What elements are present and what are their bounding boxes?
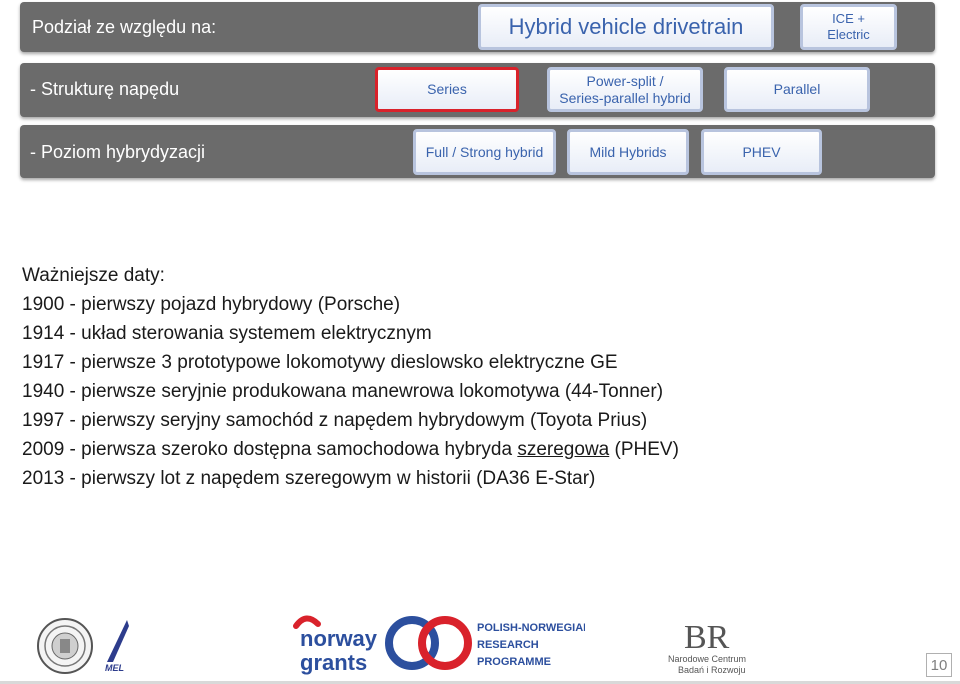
parallel-text: Parallel <box>773 81 821 98</box>
mild-hybrid-box[interactable] <box>567 129 689 175</box>
date-2009-post: (PHEV) <box>609 439 679 460</box>
ice-line: ICE + <box>832 11 865 27</box>
phev-text: PHEV <box>742 143 781 160</box>
date-item: 1997 - pierwszy seryjny samochód z napędem hybrydowym (Toyota Prius) <box>22 410 648 431</box>
phev-box[interactable] <box>701 129 822 175</box>
full-hybrid-text: Full / Strong hybrid <box>425 143 544 160</box>
date-item: 1900 - pierwszy pojazd hybrydowy (Porsche) <box>22 294 401 315</box>
mel-logo-text: MEL <box>105 663 124 673</box>
ncbr-logo <box>662 612 762 681</box>
hybrid-level-label: - Poziom hybrydyzacji <box>30 142 206 162</box>
ncbr-line2: Badań i Rozwoju <box>678 665 746 675</box>
ncbr-line1: Narodowe Centrum <box>668 654 747 664</box>
series-box[interactable] <box>375 67 519 112</box>
full-hybrid-box[interactable] <box>413 129 556 175</box>
pnr-line2: RESEARCH <box>477 639 539 651</box>
electric-line: Electric <box>827 27 870 42</box>
szeregowa-link[interactable]: szeregowa <box>517 439 610 460</box>
pnr-line1: POLISH-NORWEGIAN <box>477 622 585 634</box>
mel-logo <box>103 618 131 679</box>
pnr-line3: PROGRAMME <box>477 656 551 668</box>
date-item: 1940 - pierwsze seryjnie produkowana manewrowa lokomotywa (44-Tonner) <box>22 381 664 402</box>
ice-electric-box[interactable] <box>800 4 897 50</box>
dates-heading: Ważniejsze daty: <box>22 265 165 286</box>
ncbr-mark: BR <box>684 619 730 656</box>
title-text: Hybrid vehicle drivetrain <box>508 13 744 39</box>
date-item: 1914 - układ sterowania systemem elektrycznym <box>22 323 432 344</box>
norway-text: norway <box>300 626 378 651</box>
date-2009-pre: 2009 - pierwsza szeroko dostępna samochodowa hybryda <box>22 439 518 460</box>
polish-norwegian-research-logo <box>385 613 585 678</box>
parallel-box[interactable] <box>724 67 870 112</box>
page-number: 10 <box>926 653 952 677</box>
university-seal-logo <box>36 617 94 680</box>
mild-hybrid-text: Mild Hybrids <box>589 143 667 160</box>
date-item-2013: 2013 - pierwszy lot z napędem szeregowym w historii (DA36 E-Star) <box>22 468 596 489</box>
date-item-2009 <box>22 435 679 464</box>
title-box[interactable] <box>478 4 774 50</box>
classification-label: Podział ze względu na: <box>32 17 217 37</box>
dates-list <box>22 261 679 493</box>
series-text: Series <box>427 81 467 98</box>
date-item: 1917 - pierwsze 3 prototypowe lokomotywy dieslowsko elektryczne GE <box>22 352 618 373</box>
grants-text: grants <box>300 650 368 675</box>
power-split-line2: Series-parallel hybrid <box>559 89 691 106</box>
norway-grants-logo <box>292 612 382 681</box>
power-split-box[interactable] <box>547 67 703 112</box>
power-split-line1: Power-split / <box>586 72 664 89</box>
structure-label: - Strukturę napędu <box>30 79 180 99</box>
